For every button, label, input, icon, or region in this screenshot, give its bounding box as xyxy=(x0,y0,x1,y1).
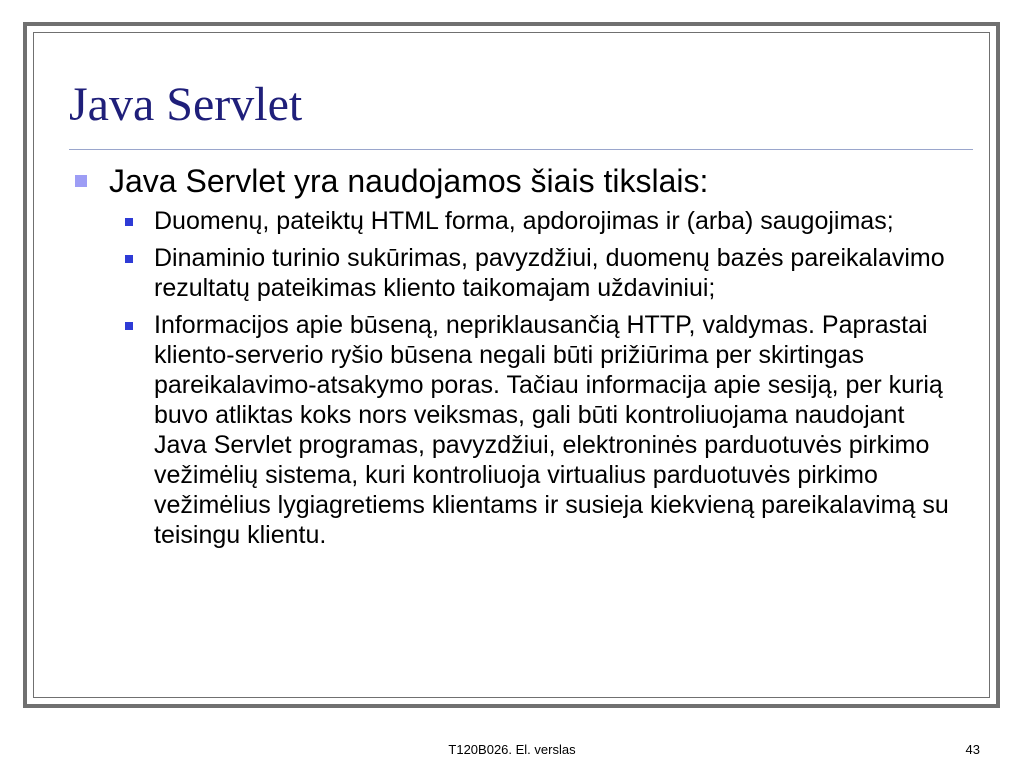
page-number: 43 xyxy=(965,742,980,757)
bullet-item-3 xyxy=(69,310,954,550)
bullet-level1-text: Java Servlet yra naudojamos šiais tikslais: xyxy=(109,163,709,199)
bullet-level1 xyxy=(69,162,969,200)
title-divider xyxy=(69,149,973,150)
bullet-item-text: Dinaminio turinio sukūrimas, pavyzdžiui, duomenų bazės pareikalavimo rezultatų pateikimas kliento taikomajam uždaviniui; xyxy=(154,244,945,302)
slide-title: Java Servlet xyxy=(69,78,303,131)
footer-course-label: T120B026. El. verslas xyxy=(448,742,576,757)
slide-content xyxy=(69,162,969,557)
square-bullet-icon xyxy=(125,322,133,330)
bullet-item-text: Duomenų, pateiktų HTML forma, apdorojimas ir (arba) saugojimas; xyxy=(154,207,894,235)
bullet-item-2 xyxy=(69,243,954,303)
square-bullet-icon xyxy=(125,255,133,263)
bullet-item-text: Informacijos apie būseną, nepriklausančią HTTP, valdymas. Paprastai kliento-serverio ryšio būsena negali būti prižiūrima per skirtingas pareikalavimo-atsakymo poras. Tačiau informacija apie sesiją, per kurią buvo atliktas koks nors veiksmas, gali būti kontroliuojama naudojant Java Servlet programas, pavyzdžiui, elektroninės parduotuvės pirkimo vežimėlių sistema, kuri kontroliuoja virtualius parduotuvės pirkimo vežimėlius lygiagretiems klientams ir susieja kiekvieną pareikalavimą su teisingu klientu. xyxy=(154,311,949,549)
square-bullet-icon xyxy=(125,218,133,226)
bullet-item-1 xyxy=(69,206,954,236)
square-bullet-icon xyxy=(75,175,87,187)
